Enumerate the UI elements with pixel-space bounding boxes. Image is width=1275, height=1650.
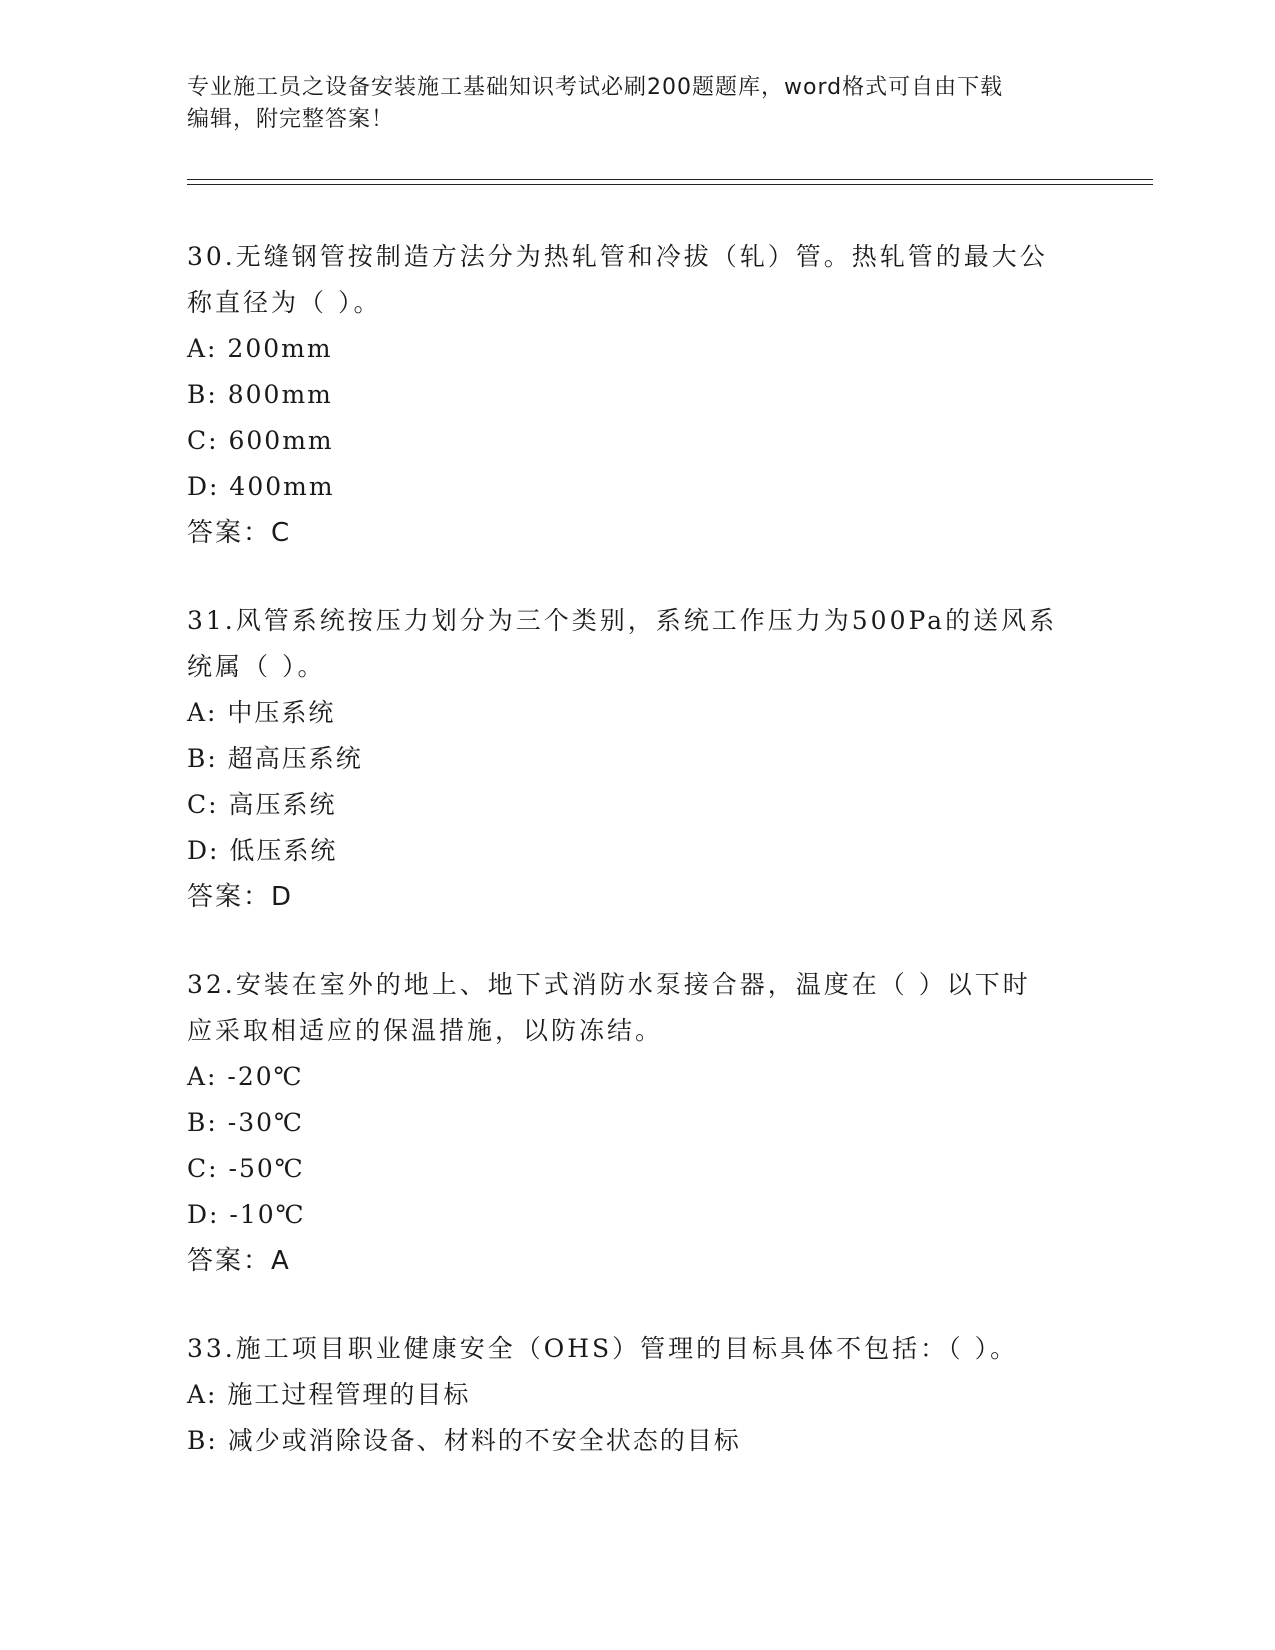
option-d: D: -10℃ — [187, 1200, 306, 1229]
option-a: A: 200mm — [187, 334, 333, 363]
option-c: C: -50℃ — [187, 1154, 305, 1183]
header-divider-bottom — [187, 184, 1153, 185]
option-d: D: 低压系统 — [187, 836, 338, 865]
document-header — [187, 72, 1087, 136]
option-b: B: 超高压系统 — [187, 744, 363, 773]
question-30 — [187, 234, 1087, 556]
header-line-1: 专业施工员之设备安装施工基础知识考试必刷200题题库，word格式可自由下载 — [187, 75, 1004, 100]
option-c: C: 高压系统 — [187, 790, 337, 819]
option-a: A: 施工过程管理的目标 — [187, 1380, 471, 1409]
question-stem — [187, 1326, 1087, 1372]
option-b: B: 减少或消除设备、材料的不安全状态的目标 — [187, 1426, 741, 1455]
option-c: C: 600mm — [187, 426, 334, 455]
question-stem-line: 30.无缝钢管按制造方法分为热轧管和冷拔（轧）管。热轧管的最大公 — [187, 242, 1048, 271]
question-list — [187, 234, 1087, 1506]
answer: 答案：C — [187, 518, 292, 548]
question-stem — [187, 962, 1087, 1054]
option-b: B: -30℃ — [187, 1108, 304, 1137]
option-d: D: 400mm — [187, 472, 335, 501]
question-33 — [187, 1326, 1087, 1464]
option-a: A: -20℃ — [187, 1062, 304, 1091]
question-stem — [187, 598, 1087, 690]
header-divider-top — [187, 179, 1153, 180]
question-31 — [187, 598, 1087, 920]
option-b: B: 800mm — [187, 380, 333, 409]
answer: 答案：D — [187, 882, 294, 912]
question-32 — [187, 962, 1087, 1284]
question-stem-line: 统属（ ）。 — [187, 652, 326, 681]
question-stem-line: 称直径为（ ）。 — [187, 288, 382, 317]
answer: 答案：A — [187, 1246, 291, 1276]
header-line-2: 编辑，附完整答案！ — [187, 107, 395, 132]
option-a: A: 中压系统 — [187, 698, 336, 727]
question-stem-line: 32.安装在室外的地上、地下式消防水泵接合器，温度在（ ）以下时 — [187, 970, 1031, 999]
question-stem-line: 33.施工项目职业健康安全（OHS）管理的目标具体不包括：（ ）。 — [187, 1334, 1019, 1363]
question-stem — [187, 234, 1087, 326]
question-stem-line: 31.风管系统按压力划分为三个类别，系统工作压力为500Pa的送风系 — [187, 606, 1058, 635]
question-stem-line: 应采取相适应的保温措施，以防冻结。 — [187, 1016, 664, 1045]
